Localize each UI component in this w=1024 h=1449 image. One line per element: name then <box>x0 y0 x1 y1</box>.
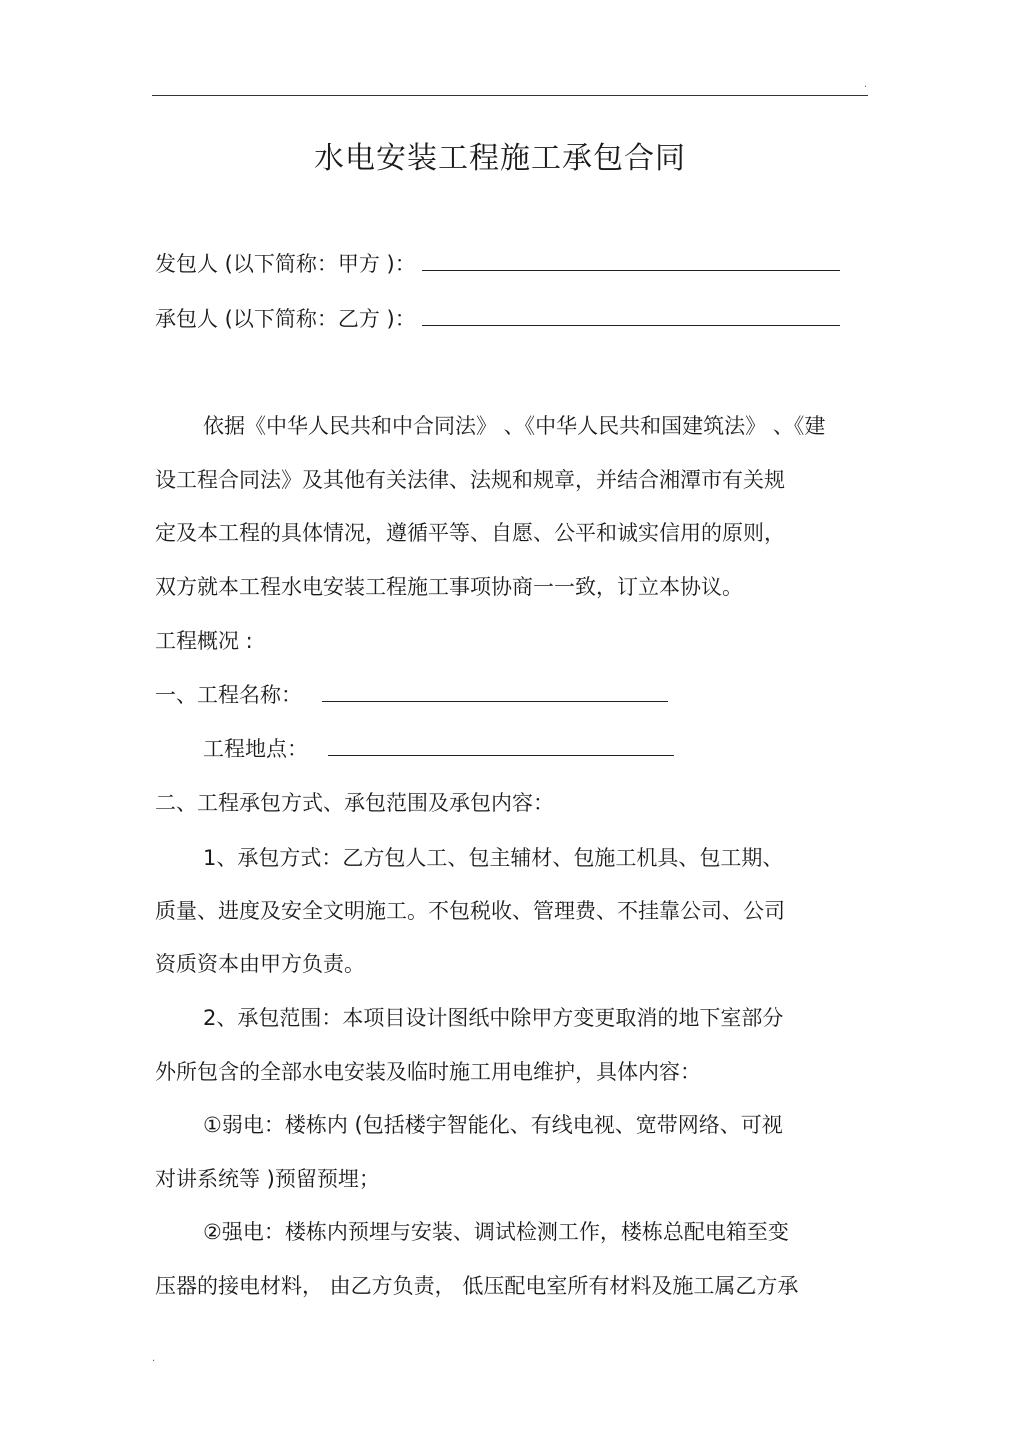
header-rule <box>152 95 868 96</box>
project-location-blank <box>328 754 674 756</box>
preamble-line: 依据《中华人民共和中合同法》 、《中华人民共和国建筑法》 、《建 <box>203 414 826 438</box>
project-location-label: 工程地点： <box>203 737 308 761</box>
preamble-line: 定及本工程的具体情况，遵循平等、自愿、公平和诚实信用的原则， <box>155 521 785 545</box>
weak-current-line: 对讲系统等 )预留预埋； <box>155 1167 380 1191</box>
project-location-row <box>203 733 674 763</box>
item-1-line: 资质资本由甲方负责。 <box>155 952 365 976</box>
party-a-row <box>155 248 840 278</box>
corner-mark-bottom: · <box>152 1356 156 1367</box>
project-name-label: 一、工程名称： <box>155 683 302 707</box>
party-b-label: 承包人 (以下简称：乙方 )： <box>155 307 416 331</box>
party-a-blank <box>422 269 840 271</box>
party-b-blank <box>422 324 840 326</box>
preamble-line: 设工程合同法》及其他有关法律、法规和规章，并结合湘潭市有关规 <box>155 468 785 492</box>
party-a-label: 发包人 (以下简称：甲方 )： <box>155 252 416 276</box>
strong-current-line: ②强电：楼栋内预埋与安装、调试检测工作，楼栋总配电箱至变 <box>203 1220 789 1244</box>
overview-heading: 工程概况 : <box>155 629 253 653</box>
weak-current-line: ①弱电：楼栋内 (包括楼宇智能化、有线电视、宽带网络、可视 <box>203 1113 783 1137</box>
project-name-row <box>155 679 668 709</box>
strong-current-line: 压器的接电材料， 由乙方负责， 低压配电室所有材料及施工属乙方承 <box>155 1274 799 1298</box>
item-1-line: 质量、进度及安全文明施工。不包税收、管理费、不挂靠公司、公司 <box>155 899 785 923</box>
project-name-blank <box>322 700 668 702</box>
item-1-line: 1、承包方式：乙方包人工、包主辅材、包施工机具、包工期、 <box>203 846 784 870</box>
item-2-line: 2、承包范围：本项目设计图纸中除甲方变更取消的地下室部分 <box>203 1006 784 1030</box>
document-title: 水电安装工程施工承包合同 <box>314 141 686 176</box>
corner-mark-top: · <box>864 82 868 93</box>
section-2-heading: 二、工程承包方式、承包范围及承包内容： <box>155 791 554 815</box>
item-2-line: 外所包含的全部水电安装及临时施工用电维护，具体内容： <box>155 1060 701 1084</box>
preamble-line: 双方就本工程水电安装工程施工事项协商一一致，订立本协议。 <box>155 575 743 599</box>
party-b-row <box>155 303 840 333</box>
